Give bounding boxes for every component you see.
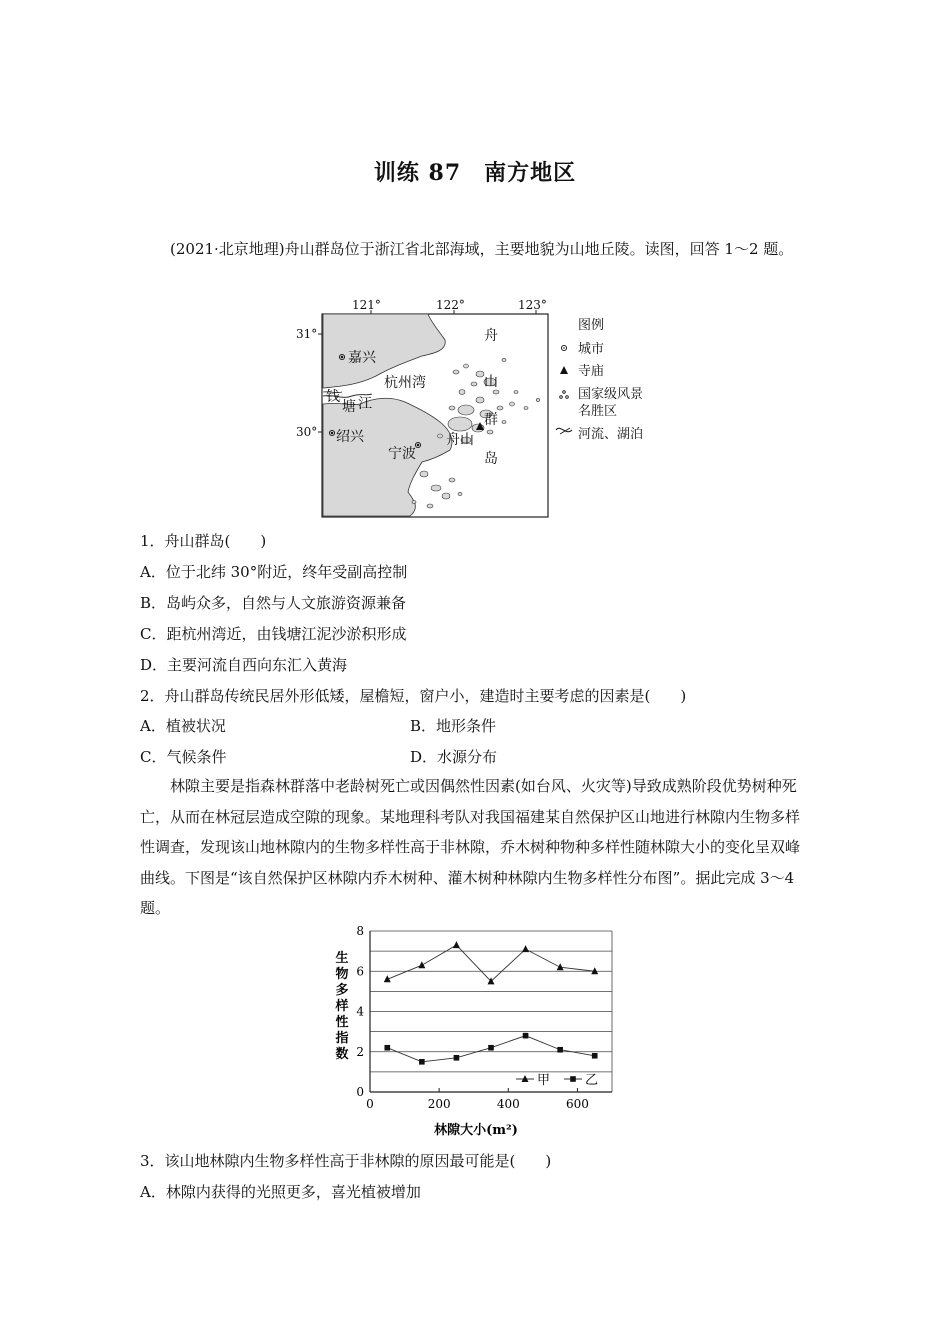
y-axis-label [334,950,348,1062]
point-甲 [522,945,529,952]
q2-option-b: B．地形条件 [410,717,497,735]
chart-legend [516,1073,598,1088]
legend-marker-甲 [522,1075,529,1082]
label-zhoushan-city: 舟山 [446,432,474,448]
point-乙 [454,1055,460,1061]
point-甲 [557,963,564,970]
y-label-char: 数 [335,1047,349,1062]
legend-scenic-2: 名胜区 [578,404,618,419]
label-zhou: 舟 [484,328,498,344]
y-label-char: 物 [335,967,349,982]
point-甲 [384,975,391,982]
point-甲 [418,961,425,968]
legend-marker-乙 [570,1076,576,1082]
label-tang: 塘 [342,399,356,415]
y-label-char: 性 [335,1015,349,1030]
q3-stem: 3．该山地林隙内生物多样性高于非林隙的原因最可能是( ) [140,1152,552,1170]
y-tick-label: 0 [356,1085,364,1099]
x-tick-label: 400 [496,1097,520,1111]
page-title: 训练 87 南方地区 [373,160,577,186]
q1-option-a: A．位于北纬 30°附近，终年受副高控制 [140,563,408,581]
x-axis-label: 林隙大小(m²) [434,1123,518,1138]
legend-scenic-1: 国家级风景 [578,387,644,402]
label-dao: 岛 [484,451,498,467]
q1-stem: 1．舟山群岛( ) [140,532,267,550]
lat-31: 31° [296,327,318,341]
y-label-char: 多 [335,983,349,998]
y-tick-labels [356,924,364,1099]
label-qian: 钱 [326,389,340,405]
point-乙 [557,1047,563,1053]
intro-paragraph-1: (2021·北京地理)舟山群岛位于浙江省北部海域，主要地貌为山地丘陵。读图，回答 1～2 题。 [170,240,794,258]
lon-123: 123° [518,298,547,312]
legend-label-甲: 甲 [537,1073,551,1088]
legend-label-乙: 乙 [585,1073,599,1088]
point-乙 [488,1045,494,1051]
series-line-甲 [387,945,594,981]
y-label-char: 样 [335,999,349,1014]
biodiversity-chart [326,922,626,1140]
legend-title: 图例 [578,318,605,333]
q2-option-c: C．气候条件 [140,748,227,766]
label-jiang: 江 [358,396,372,412]
q2-option-a: A．植被状况 [140,717,226,735]
y-tick-label: 6 [356,964,364,979]
x-tick-label: 600 [565,1097,589,1111]
lat-30: 30° [296,425,318,439]
y-tick-label: 8 [356,924,364,938]
point-乙 [384,1045,390,1051]
label-hangzhouwan: 杭州湾 [384,375,426,391]
x-tick-label: 200 [427,1097,451,1111]
legend-temple: 寺庙 [578,364,605,379]
q1-option-d: D．主要河流自西向东汇入黄海 [140,656,348,674]
y-tick-label: 2 [356,1044,364,1059]
label-shaoxing: 绍兴 [336,429,364,445]
legend-city: 城市 [578,342,605,357]
legend-river: 河流、湖泊 [578,427,644,442]
y-label-char: 生 [335,951,349,966]
y-tick-label: 4 [356,1004,364,1019]
intro-paragraph-2: 林隙主要是指森林群落中老龄树死亡或因偶然性因素(如台风、火灾等)导致成熟阶段优势树种死亡，从而在林冠层造成空隙的现象。某地理科考队对我国福建某自然保护区山地进行林隙内生物多样性调查，发现该山地林隙内的生物多样性高于非林隙，乔木树种物种多样性随林隙大小的变化呈双峰曲线。下图是“该自然保护区林隙内乔木树种、灌木树种林隙内生物多样性分布图”。据此完成 3～4 题。 [140,777,801,917]
zhoushan-map [290,296,670,521]
q3-option-a: A．林隙内获得的光照更多，喜光植被增加 [140,1183,421,1201]
x-tick-label: 0 [366,1097,374,1111]
label-jiaxing: 嘉兴 [348,350,376,366]
point-甲 [453,941,460,948]
map-legend [556,318,643,442]
label-ningbo: 宁波 [388,446,416,462]
point-乙 [419,1059,425,1065]
q2-stem: 2．舟山群岛传统民居外形低矮，屋檐短，窗户小，建造时主要考虑的因素是( ) [140,687,687,705]
q1-option-b: B．岛屿众多，自然与人文旅游资源兼备 [140,594,407,612]
point-乙 [523,1033,529,1039]
chart-series [384,941,598,1065]
y-label-char: 指 [335,1031,349,1046]
q1-option-c: C．距杭州湾近，由钱塘江泥沙淤积形成 [140,625,407,643]
chart-grid [370,931,612,1072]
lon-121: 121° [352,298,381,312]
point-乙 [592,1053,598,1059]
q2-option-d: D．水源分布 [410,748,498,766]
label-shan: 山 [484,374,498,390]
label-qun: 群 [484,412,498,428]
lon-122: 122° [436,298,465,312]
